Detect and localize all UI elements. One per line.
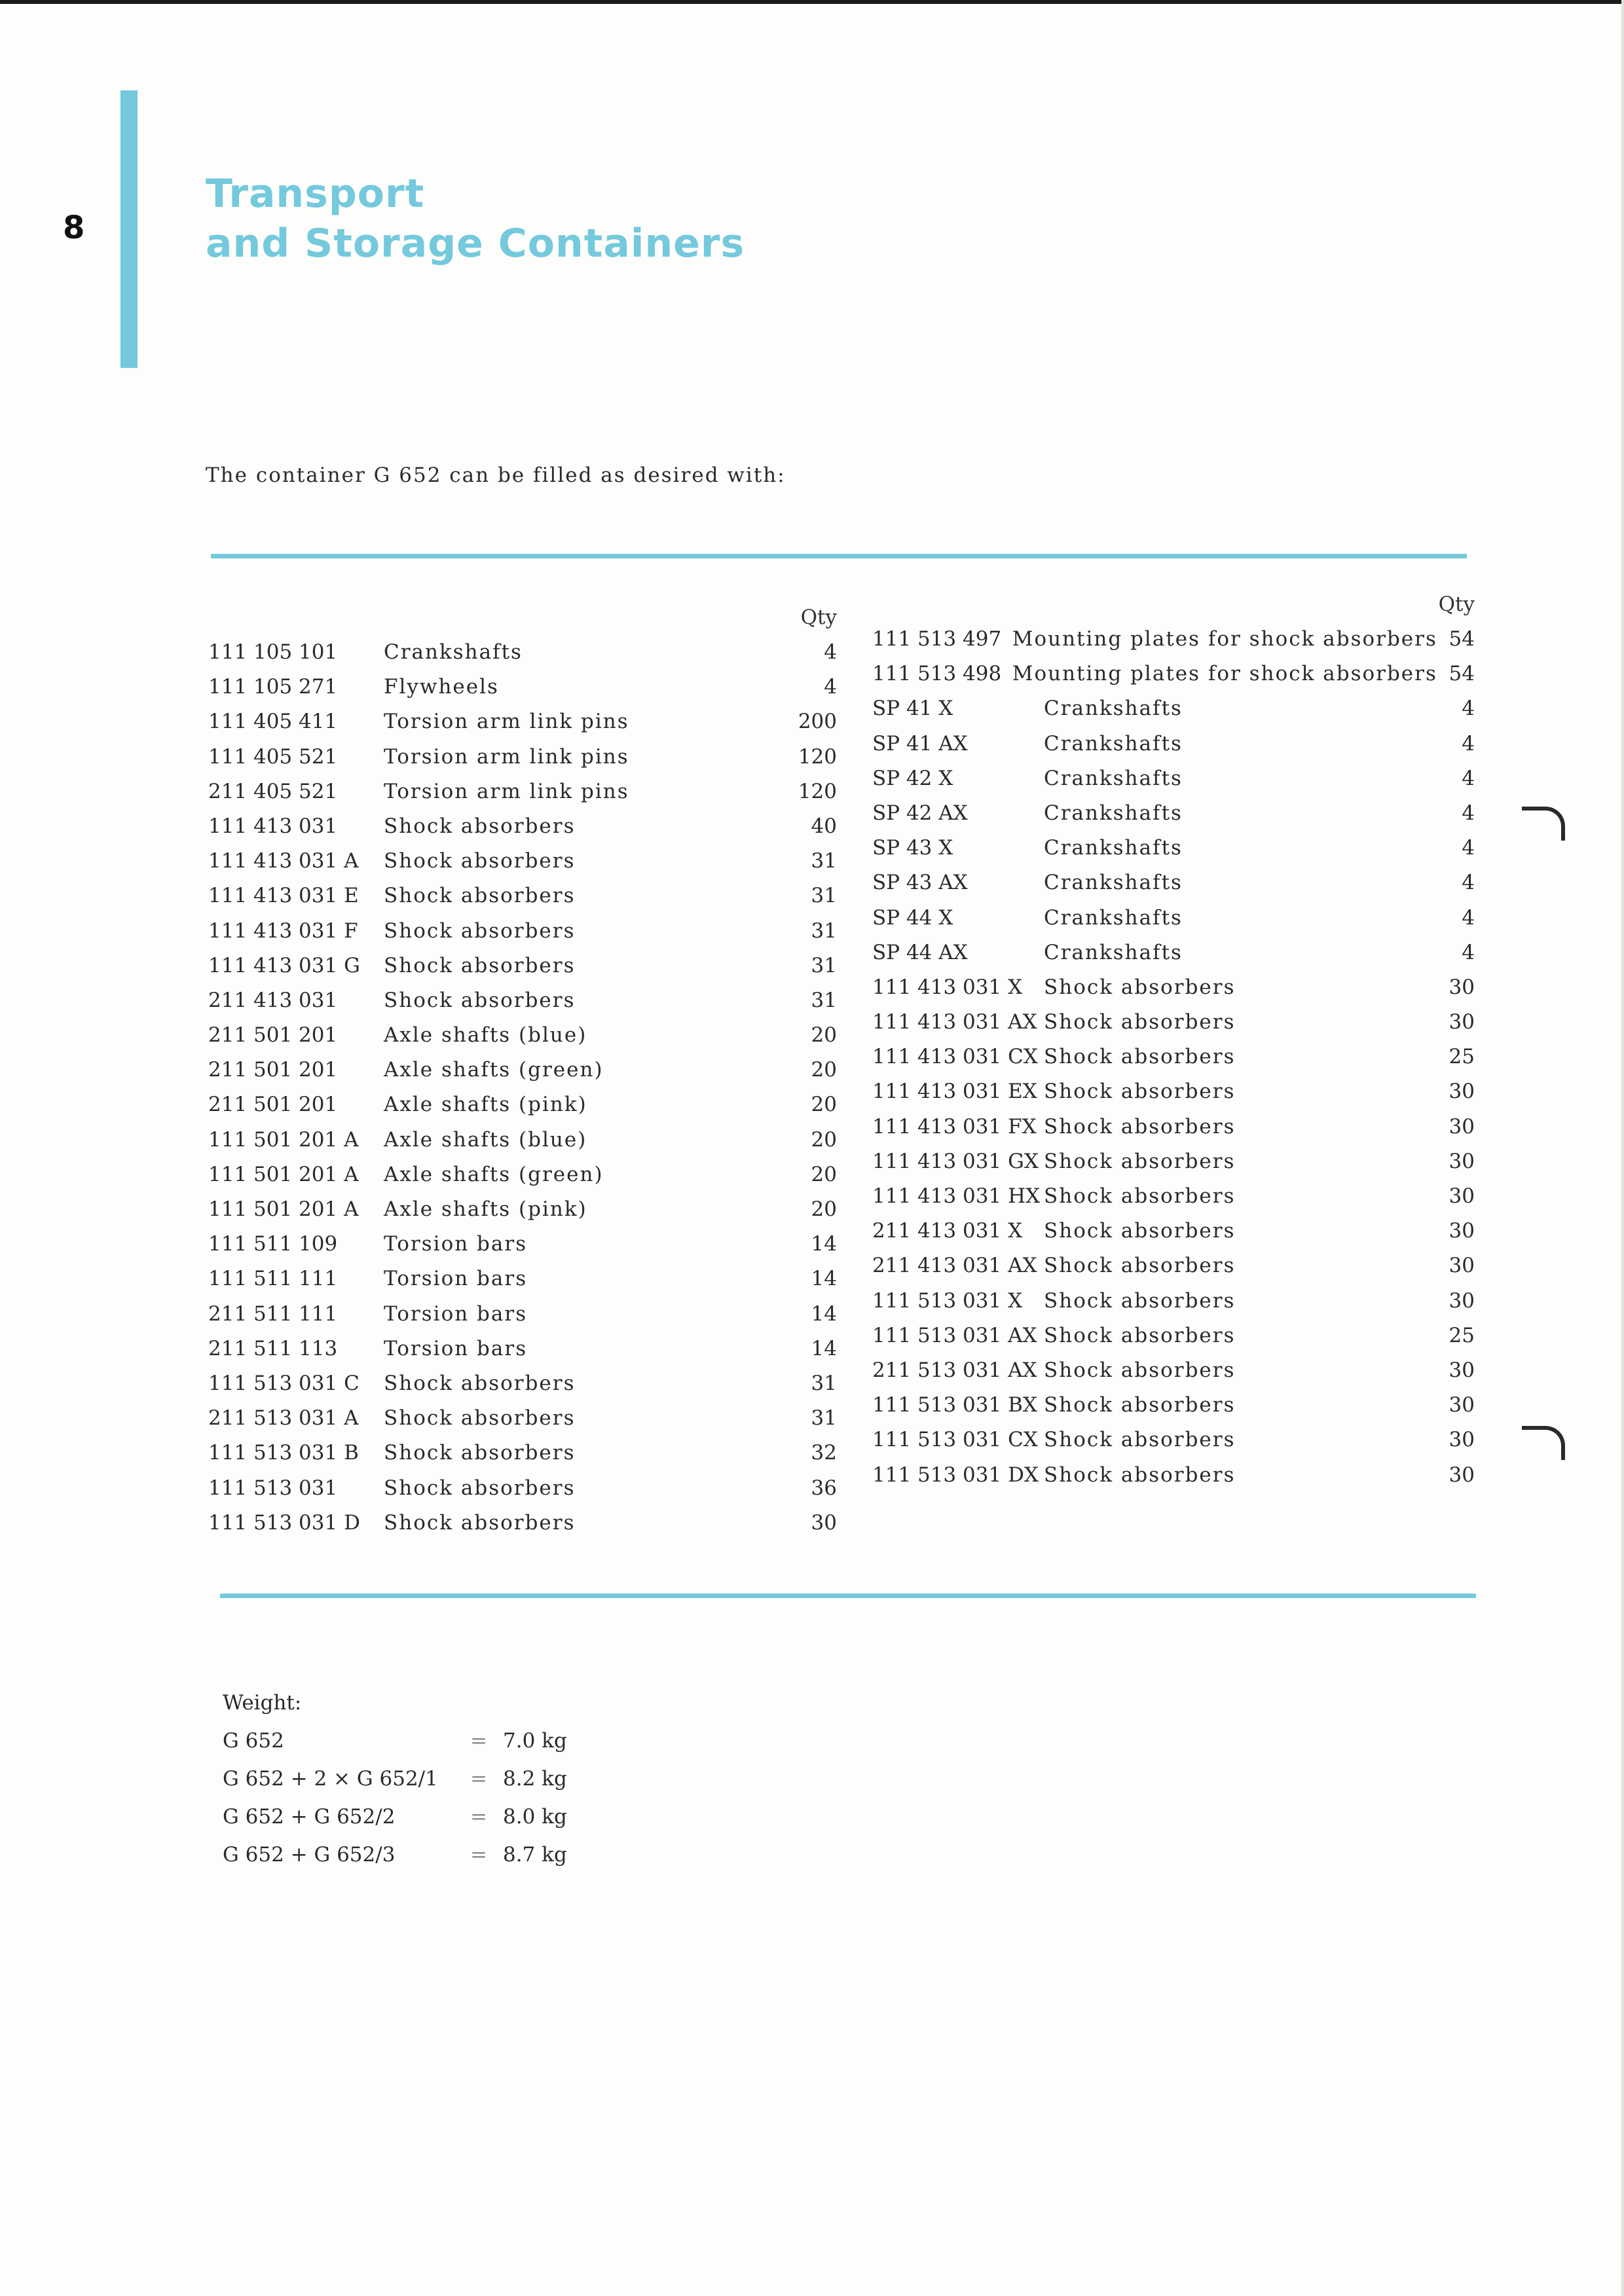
title-line-2: and Storage Containers [206,221,745,266]
binder-hole-icon [1522,807,1565,841]
part-description: Flywheels [384,675,499,699]
weight-value: 7.0 kg [503,1729,567,1753]
part-description: Shock absorbers [1044,1080,1236,1104]
list-item [872,1458,1475,1493]
part-description: Shock absorbers [1044,1184,1236,1208]
part-description: Crankshafts [1044,940,1183,964]
container-combination: G 652 + G 652/3 [223,1843,396,1867]
part-quantity: 4 [1462,766,1475,790]
qty-header-left: Qty [800,606,837,629]
part-quantity: 120 [798,779,837,803]
part-description: Shock absorbers [1044,1428,1236,1452]
list-item [208,1366,837,1401]
part-quantity: 30 [1449,1428,1475,1452]
part-quantity: 30 [1449,1219,1475,1243]
list-item [872,1284,1475,1319]
part-description: Torsion arm link pins [384,744,629,769]
list-item [208,704,837,739]
page-number: 8 [63,210,85,246]
part-quantity: 30 [811,1510,837,1535]
part-description: Shock absorbers [1044,1288,1236,1313]
part-description: Shock absorbers [384,849,576,873]
part-number: SP 42 AX [872,801,968,825]
equals-sign: = [470,1729,487,1753]
part-description: Shock absorbers [384,884,576,908]
part-number: 111 513 031 C [208,1371,360,1395]
part-quantity: 30 [1449,1393,1475,1417]
part-number: 111 513 031 DX [872,1463,1039,1487]
part-number: 111 413 031 G [208,953,360,977]
list-item [208,1227,837,1262]
part-number: 211 501 201 [208,1093,338,1117]
part-number: SP 41 X [872,697,953,721]
part-quantity: 4 [1462,836,1475,860]
part-number: 111 513 031 X [872,1288,1023,1313]
list-item [872,1248,1475,1283]
list-item [872,866,1475,900]
list-item [872,1074,1475,1109]
list-item [208,1401,837,1436]
part-description: Axle shafts (green) [384,1058,604,1082]
part-quantity: 32 [811,1441,837,1465]
part-number: 111 413 031 FX [872,1114,1037,1139]
part-quantity: 30 [1449,1358,1475,1382]
part-number: 111 413 031 CX [872,1045,1038,1069]
list-item [872,1144,1475,1179]
part-number: 111 405 521 [208,744,338,769]
part-description: Axle shafts (blue) [384,1127,587,1152]
part-quantity: 14 [811,1232,837,1256]
list-item [208,844,837,879]
equals-sign: = [470,1805,487,1829]
list-item [872,691,1475,726]
list-item [208,914,837,949]
top-divider [211,554,1467,558]
part-description: Shock absorbers [1044,1358,1236,1382]
part-quantity: 20 [811,1127,837,1152]
part-quantity: 25 [1449,1045,1475,1069]
part-description: Crankshafts [1044,731,1183,756]
list-item [872,1179,1475,1214]
parts-list-left [208,600,837,1540]
part-quantity: 31 [811,884,837,908]
right-rows [872,622,1475,1493]
part-number: 111 105 271 [208,675,338,699]
weight-section [223,1684,608,1874]
part-description: Shock absorbers [1044,1114,1236,1139]
intro-text: The container G 652 can be filled as desired with: [206,464,786,487]
part-quantity: 30 [1449,1080,1475,1104]
part-quantity: 30 [1449,1010,1475,1034]
page-right-edge [1621,0,1624,2296]
part-quantity: 30 [1449,1463,1475,1487]
part-number: 211 511 113 [208,1336,338,1360]
bottom-divider [220,1594,1476,1598]
part-quantity: 120 [798,744,837,769]
container-combination: G 652 + 2 × G 652/1 [223,1767,438,1791]
list-item [872,1319,1475,1353]
weight-row [223,1836,608,1874]
part-description: Torsion bars [384,1302,528,1326]
part-description: Crankshafts [384,640,523,664]
list-item [208,1157,837,1192]
section-marker-bar [120,90,138,368]
part-quantity: 20 [811,1093,837,1117]
part-number: 111 511 109 [208,1232,338,1256]
list-item [872,1040,1475,1074]
part-number: 111 413 031 [208,814,338,838]
list-item [208,949,837,983]
part-description: Shock absorbers [384,1441,576,1465]
part-number: 111 501 201 A [208,1197,359,1221]
part-description: Shock absorbers [384,1476,576,1500]
weight-rows [223,1722,608,1874]
part-description: Shock absorbers [1044,1010,1236,1034]
part-number: 111 413 031 A [208,849,359,873]
part-number: 111 511 111 [208,1267,338,1291]
part-number: 211 413 031 X [872,1219,1023,1243]
part-quantity: 30 [1449,1254,1475,1278]
part-number: 211 511 111 [208,1302,338,1326]
part-description: Shock absorbers [1044,1323,1236,1347]
part-number: 211 513 031 AX [872,1358,1037,1382]
qty-header-right: Qty [1438,592,1475,616]
part-number: 111 413 031 EX [872,1080,1037,1104]
part-quantity: 200 [798,710,837,734]
part-quantity: 40 [811,814,837,838]
part-number: 111 413 031 HX [872,1184,1041,1208]
part-number: 111 513 031 CX [872,1428,1038,1452]
weight-row [223,1760,608,1798]
part-description: Shock absorbers [1044,1393,1236,1417]
list-item [872,901,1475,936]
equals-sign: = [470,1843,487,1867]
list-item [208,1018,837,1053]
container-combination: G 652 [223,1729,284,1753]
part-quantity: 14 [811,1267,837,1291]
list-item [208,1262,837,1296]
part-quantity: 4 [1462,801,1475,825]
list-item [208,1192,837,1227]
part-quantity: 25 [1449,1323,1475,1347]
part-description: Mounting plates for shock absorbers [1012,662,1437,686]
binder-hole-icon [1522,1426,1565,1460]
part-quantity: 31 [811,1406,837,1430]
part-number: 111 513 498 [872,662,1002,686]
part-number: 111 501 201 A [208,1127,359,1152]
weight-value: 8.0 kg [503,1805,567,1829]
part-number: 111 513 497 [872,627,1002,651]
part-quantity: 31 [811,849,837,873]
part-quantity: 4 [824,675,837,699]
part-number: 111 405 411 [208,710,338,734]
part-quantity: 20 [811,1058,837,1082]
list-item [872,936,1475,970]
part-description: Torsion bars [384,1232,528,1256]
part-number: SP 43 X [872,836,953,860]
list-item [872,1353,1475,1388]
part-description: Shock absorbers [384,988,576,1012]
part-quantity: 4 [1462,731,1475,756]
list-item [872,657,1475,691]
part-quantity: 30 [1449,975,1475,999]
part-number: 111 413 031 F [208,919,358,943]
part-description: Shock absorbers [384,1510,576,1535]
part-number: 111 513 031 D [208,1510,360,1535]
weight-heading: Weight: [223,1691,302,1715]
part-description: Crankshafts [1044,871,1183,895]
part-number: 111 413 031 GX [872,1149,1039,1173]
part-number: SP 41 AX [872,731,968,756]
part-description: Torsion bars [384,1267,528,1291]
left-rows [208,635,837,1540]
page-top-edge [0,0,1624,4]
part-number: SP 42 X [872,766,953,790]
page-title [206,169,745,268]
part-number: 111 105 101 [208,640,338,664]
part-description: Axle shafts (pink) [384,1093,587,1117]
weight-row [223,1722,608,1760]
part-quantity: 20 [811,1162,837,1186]
parts-list-right [872,587,1475,1493]
part-description: Mounting plates for shock absorbers [1012,627,1437,651]
list-item [872,1110,1475,1144]
part-description: Shock absorbers [384,814,576,838]
part-description: Shock absorbers [1044,1463,1236,1487]
part-number: 111 513 031 [208,1476,338,1500]
list-item [208,1087,837,1122]
list-item [208,983,837,1018]
part-quantity: 30 [1449,1184,1475,1208]
part-quantity: 4 [1462,905,1475,930]
part-description: Shock absorbers [384,953,576,977]
part-quantity: 14 [811,1302,837,1326]
part-number: 211 413 031 AX [872,1254,1037,1278]
part-quantity: 20 [811,1197,837,1221]
part-quantity: 30 [1449,1114,1475,1139]
part-description: Axle shafts (green) [384,1162,604,1186]
list-item [872,970,1475,1005]
part-description: Axle shafts (pink) [384,1197,587,1221]
list-item [208,1471,837,1506]
list-item [208,774,837,809]
part-quantity: 36 [811,1476,837,1500]
part-number: 111 413 031 E [208,884,359,908]
list-item [208,1506,837,1540]
list-item [872,831,1475,866]
part-number: 111 501 201 A [208,1162,359,1186]
list-item [872,761,1475,796]
part-quantity: 30 [1449,1288,1475,1313]
list-item [208,1123,837,1157]
list-item [208,635,837,670]
part-description: Crankshafts [1044,697,1183,721]
part-number: SP 44 X [872,905,953,930]
list-item [208,1332,837,1366]
list-item [208,879,837,913]
weight-value: 8.7 kg [503,1843,567,1867]
list-item [208,809,837,844]
list-item [872,1214,1475,1248]
part-description: Torsion arm link pins [384,779,629,803]
part-description: Axle shafts (blue) [384,1023,587,1048]
part-quantity: 14 [811,1336,837,1360]
part-number: 111 413 031 AX [872,1010,1037,1034]
part-description: Shock absorbers [1044,975,1236,999]
part-number: SP 44 AX [872,940,968,964]
part-quantity: 4 [824,640,837,664]
list-item [208,1436,837,1470]
part-number: 111 513 031 BX [872,1393,1037,1417]
part-number: 211 501 201 [208,1058,338,1082]
list-item [872,1005,1475,1040]
part-quantity: 4 [1462,871,1475,895]
list-item [208,1297,837,1332]
part-number: 211 501 201 [208,1023,338,1048]
part-number: 211 405 521 [208,779,338,803]
part-description: Shock absorbers [1044,1149,1236,1173]
container-combination: G 652 + G 652/2 [223,1805,396,1829]
list-item [872,622,1475,657]
part-quantity: 31 [811,1371,837,1395]
list-item [872,1388,1475,1423]
part-quantity: 4 [1462,697,1475,721]
part-number: 111 513 031 AX [872,1323,1037,1347]
part-description: Crankshafts [1044,801,1183,825]
part-quantity: 31 [811,919,837,943]
part-number: 211 413 031 [208,988,338,1012]
part-number: 111 513 031 B [208,1441,359,1465]
part-quantity: 31 [811,988,837,1012]
part-description: Shock absorbers [384,1406,576,1430]
part-number: SP 43 AX [872,871,968,895]
part-quantity: 31 [811,953,837,977]
part-description: Shock absorbers [1044,1219,1236,1243]
weight-value: 8.2 kg [503,1767,567,1791]
part-description: Crankshafts [1044,905,1183,930]
list-item [208,1053,837,1087]
list-item [872,1423,1475,1457]
part-quantity: 30 [1449,1149,1475,1173]
part-description: Torsion bars [384,1336,528,1360]
part-number: 211 513 031 A [208,1406,359,1430]
list-item [872,727,1475,761]
part-description: Shock absorbers [1044,1045,1236,1069]
equals-sign: = [470,1767,487,1791]
list-item [208,670,837,704]
part-description: Shock absorbers [1044,1254,1236,1278]
weight-row [223,1798,608,1836]
part-quantity: 54 [1449,627,1475,651]
list-item [872,796,1475,831]
part-number: 111 413 031 X [872,975,1023,999]
part-quantity: 54 [1449,662,1475,686]
part-quantity: 4 [1462,940,1475,964]
part-quantity: 20 [811,1023,837,1048]
part-description: Crankshafts [1044,766,1183,790]
part-description: Torsion arm link pins [384,710,629,734]
list-item [208,740,837,774]
part-description: Crankshafts [1044,836,1183,860]
part-description: Shock absorbers [384,919,576,943]
title-line-1: Transport [206,171,425,217]
part-description: Shock absorbers [384,1371,576,1395]
